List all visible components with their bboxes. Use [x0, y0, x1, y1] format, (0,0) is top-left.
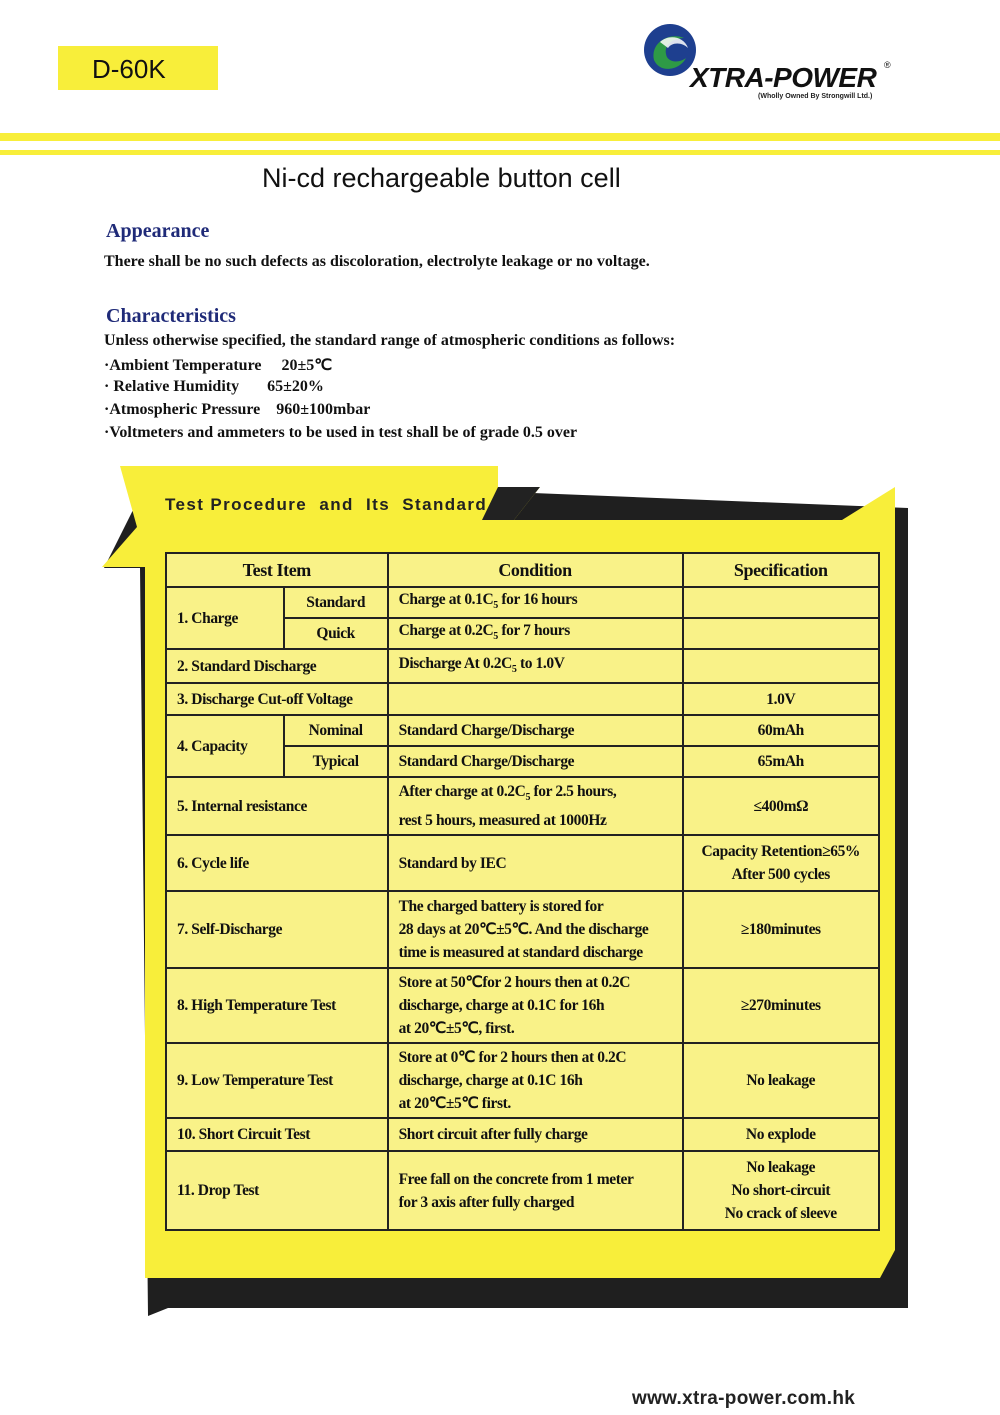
cell-condition: Charge at $0.1C_5$ for 16 hours [388, 587, 683, 618]
characteristics-line: ·Atmospheric Pressure 960±100mbar [104, 401, 371, 418]
cell-item: 2. Standard Discharge [166, 649, 388, 683]
cell-condition: Short circuit after fully charge [388, 1118, 683, 1151]
cell-spec [683, 587, 880, 618]
characteristics-line: ·Voltmeters and ammeters to be used in test shall be of grade 0.5 over [104, 424, 578, 441]
cell-spec: No explode [683, 1118, 880, 1151]
test-standard-table [165, 552, 880, 1231]
cell-condition: Discharge At $0.2C_5$ to 1.0V [388, 649, 683, 683]
table-row [166, 587, 879, 618]
cell-item: 6. Cycle life [166, 835, 388, 891]
table-row [166, 891, 879, 968]
characteristics-intro: Unless otherwise specified, the standard range of atmospheric conditions as follows: [104, 332, 676, 349]
cell-spec [683, 649, 880, 683]
cell-condition: After charge at $0.2C_5$ for 2.5 hours, rest 5 hours, measured at 1000Hz [388, 777, 683, 835]
cell-condition: Standard Charge/Discharge [388, 746, 683, 777]
panel-title: Test Procedure and Its Standard [165, 495, 488, 514]
cell-spec: 65mAh [683, 746, 880, 777]
cell-spec: 60mAh [683, 715, 880, 746]
brand-name: XTRA-POWER [690, 62, 877, 93]
cell-item: 4. Capacity [166, 715, 284, 777]
footer-website: www.xtra-power.com.hk [632, 1388, 856, 1409]
cell-item: 3. Discharge Cut-off Voltage [166, 683, 388, 715]
cell-condition: Standard by IEC [388, 835, 683, 891]
cell-condition: The charged battery is stored for 28 days at 20℃±5℃. And the discharge time is measured at standard discharge [388, 891, 683, 968]
cell-item: 5. Internal resistance [166, 777, 388, 835]
cell-condition: Charge at $0.2C_5$ for 7 hours [388, 618, 683, 649]
characteristics-line: · Relative Humidity 65±20% [104, 378, 324, 395]
header-condition: Condition [388, 553, 683, 587]
table-header-row [166, 553, 879, 587]
cell-subitem: Nominal [284, 715, 388, 746]
cell-spec: No leakage [683, 1043, 880, 1118]
header-specification: Specification [683, 553, 880, 587]
cell-item: 11. Drop Test [166, 1151, 388, 1230]
cell-condition: Free fall on the concrete from 1 meter for 3 axis after fully charged [388, 1151, 683, 1230]
cell-spec [683, 618, 880, 649]
cell-condition: Store at 0℃ for 2 hours then at 0.2C discharge, charge at 0.1C 16h at 20℃±5℃ first. [388, 1043, 683, 1118]
cell-spec: No leakage No short-circuit No crack of sleeve [683, 1151, 880, 1230]
appearance-text: There shall be no such defects as discoloration, electrolyte leakage or no voltage. [104, 253, 650, 270]
cell-item: 7. Self-Discharge [166, 891, 388, 968]
cell-subitem: Typical [284, 746, 388, 777]
cell-spec: ≥180minutes [683, 891, 880, 968]
characteristics-heading: Characteristics [106, 305, 236, 327]
cell-item: 10. Short Circuit Test [166, 1118, 388, 1151]
model-badge: D-60K [58, 46, 218, 90]
cell-item: 8. High Temperature Test [166, 968, 388, 1043]
appearance-heading: Appearance [106, 220, 210, 242]
cell-subitem: Standard [284, 587, 388, 618]
table-row [166, 683, 879, 715]
cell-condition: Standard Charge/Discharge [388, 715, 683, 746]
header-test-item: Test Item [166, 553, 388, 587]
cell-item: 9. Low Temperature Test [166, 1043, 388, 1118]
brand-registered-mark: ® [884, 60, 891, 70]
cell-condition: Store at 50℃for 2 hours then at 0.2C discharge, charge at 0.1C for 16h at 20℃±5℃, first. [388, 968, 683, 1043]
table-row [166, 777, 879, 835]
table-row [166, 715, 879, 746]
characteristics-line: ·Ambient Temperature 20±5℃ [104, 357, 333, 374]
table-row [166, 649, 879, 683]
cell-spec: Capacity Retention≥65% After 500 cycles [683, 835, 880, 891]
table-row [166, 835, 879, 891]
brand-subtitle: (Wholly Owned By Strongwill Ltd.) [758, 93, 873, 100]
cell-subitem: Quick [284, 618, 388, 649]
cell-spec: ≥270minutes [683, 968, 880, 1043]
table-row [166, 1151, 879, 1230]
cell-condition [388, 683, 683, 715]
cell-item: 1. Charge [166, 587, 284, 649]
document-title: Ni-cd rechargeable button cell [262, 163, 621, 193]
table-row [166, 1118, 879, 1151]
table-row [166, 968, 879, 1043]
cell-spec: ≤400mΩ [683, 777, 880, 835]
cell-spec: 1.0V [683, 683, 880, 715]
table-row [166, 1043, 879, 1118]
